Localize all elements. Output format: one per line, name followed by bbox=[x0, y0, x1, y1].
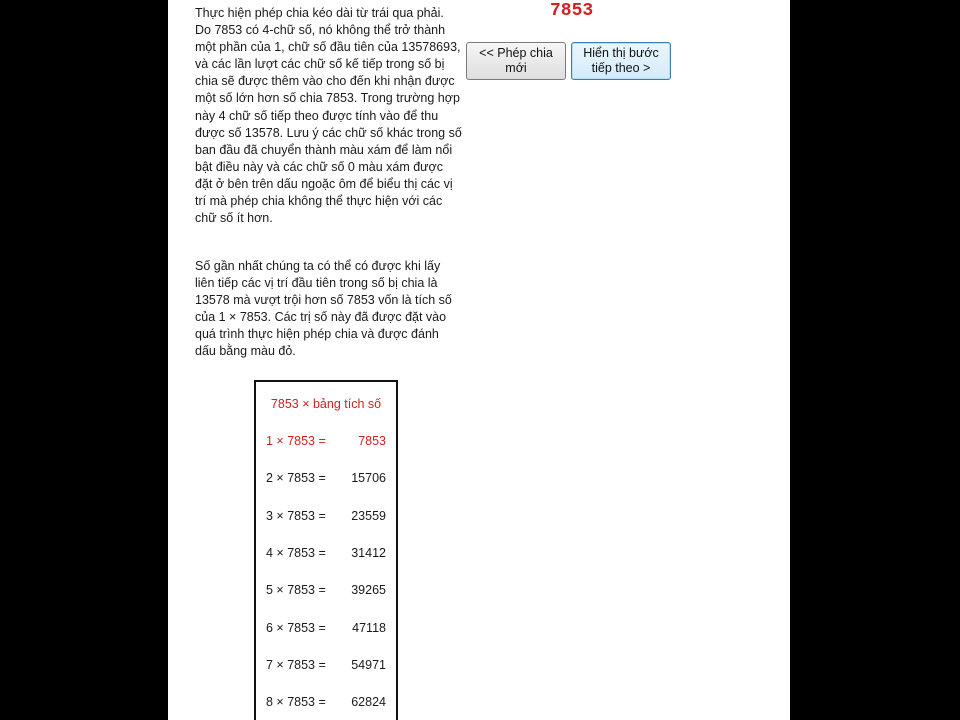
row-expression: 7 × 7853 = bbox=[266, 658, 326, 672]
row-value: 23559 bbox=[351, 509, 386, 523]
table-row bbox=[266, 434, 386, 450]
table-row bbox=[266, 658, 386, 674]
table-row bbox=[266, 583, 386, 599]
next-step-button[interactable]: Hiển thị bước tiếp theo > bbox=[571, 42, 671, 80]
row-value: 15706 bbox=[351, 471, 386, 485]
row-value: 47118 bbox=[352, 621, 386, 635]
row-value: 7853 bbox=[358, 434, 386, 448]
row-expression: 8 × 7853 = bbox=[266, 695, 326, 709]
table-row bbox=[266, 695, 386, 711]
row-expression: 3 × 7853 = bbox=[266, 509, 326, 523]
row-value: 39265 bbox=[351, 583, 386, 597]
table-title: 7853 × bảng tích số bbox=[270, 397, 382, 411]
row-value: 31412 bbox=[351, 546, 386, 560]
row-expression: 2 × 7853 = bbox=[266, 471, 326, 485]
divisor-display: 7853 bbox=[550, 1, 594, 21]
table-row bbox=[266, 471, 386, 487]
table-row bbox=[266, 546, 386, 562]
table-row bbox=[266, 621, 386, 637]
row-value: 62824 bbox=[351, 695, 386, 709]
row-expression: 5 × 7853 = bbox=[266, 583, 326, 597]
table-row bbox=[266, 509, 386, 525]
new-division-button[interactable]: << Phép chia mới bbox=[466, 42, 566, 80]
multiplication-table bbox=[254, 380, 398, 720]
row-expression: 1 × 7853 = bbox=[266, 434, 326, 448]
row-expression: 6 × 7853 = bbox=[266, 621, 326, 635]
lesson-panel bbox=[168, 0, 790, 720]
explanation-paragraph-1: Thực hiện phép chia kéo dài từ trái qua phải. Do 7853 có 4-chữ số, nó không thể trở thành một phần của 1, chữ số đầu tiên của 13578693, và các lần lượt các chữ số kế tiếp trong số bị chia sẽ được thêm vào cho đến khi nhận được một số lớn hơn số chia 7853. Trong trường hợp này 4 chữ số tiếp theo được tính vào để thu được số 13578. Lưu ý các chữ số khác trong số ban đầu đã chuyển thành màu xám để làm nổi bật điều này và các chữ số 0 màu xám được đặt ở bên trên dấu ngoặc ôm để biểu thị các vị trí mà phép chia không thể thực hiện với các chữ số ít hơn. bbox=[195, 6, 462, 226]
explanation-paragraph-2: Số gần nhất chúng ta có thể có được khi lấy liên tiếp các vị trí đầu tiên trong số bị chia là 13578 mà vượt trội hơn số 7853 vốn là tích số của 1 × 7853. Các trị số này đã được đặt vào quá trình thực hiện phép chia và được đánh dấu bằng màu đỏ. bbox=[195, 259, 452, 359]
row-expression: 4 × 7853 = bbox=[266, 546, 326, 560]
row-value: 54971 bbox=[351, 658, 386, 672]
